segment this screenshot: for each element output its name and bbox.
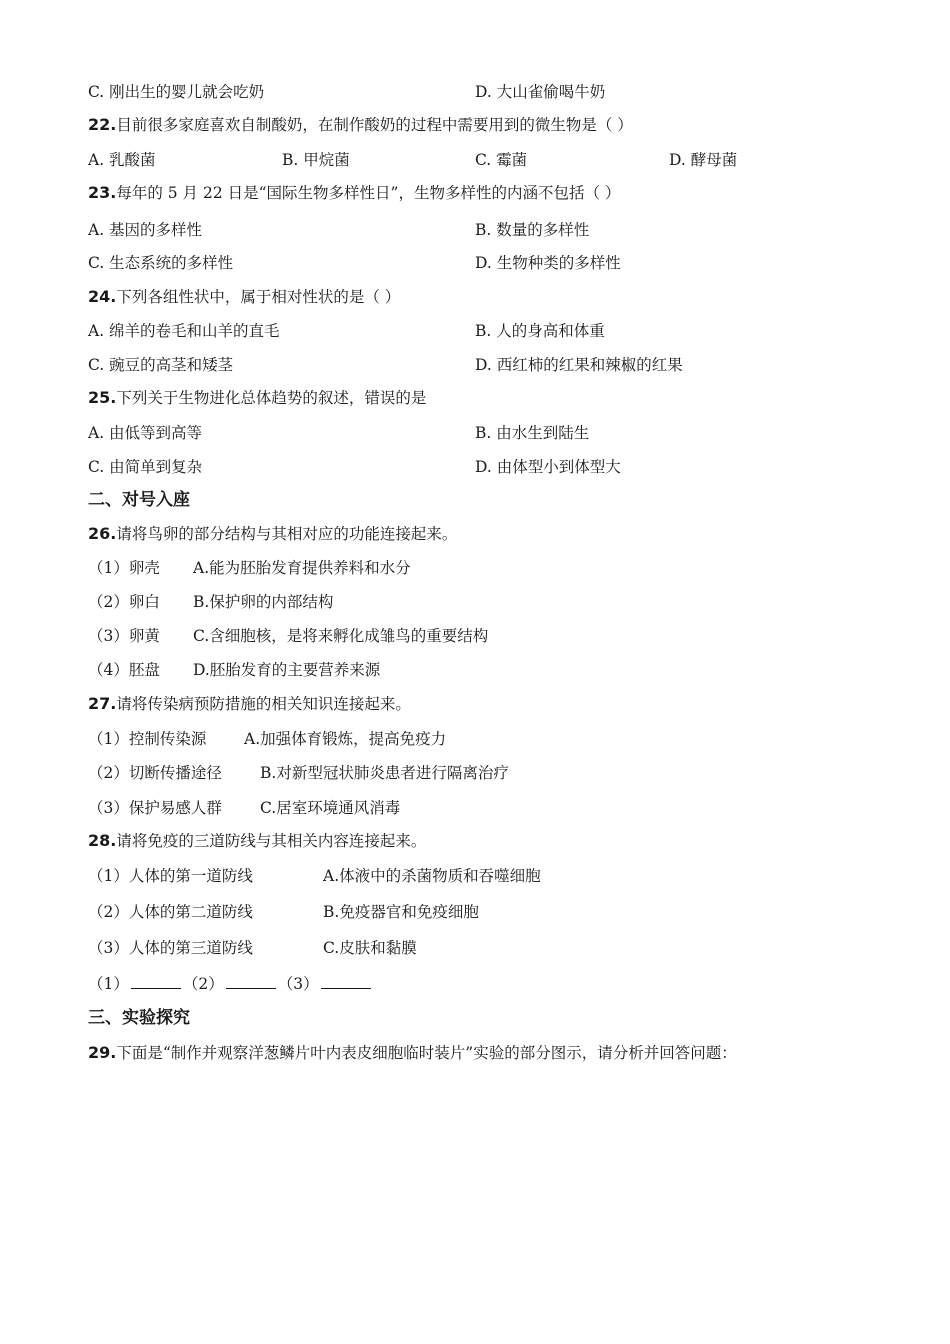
q24-option-c: C. 豌豆的高茎和矮茎 [88,356,234,374]
q25-option-d: D. 由体型小到体型大 [475,458,621,476]
question-26 [88,524,457,544]
question-25 [88,388,426,408]
q22-option-b: B. 甲烷菌 [282,151,350,169]
q23-option-d: D. 生物种类的多样性 [475,254,621,272]
q24-option-a: A. 绵羊的卷毛和山羊的直毛 [88,322,280,340]
answer-label-1: （1） [88,975,129,993]
question-number: 24. [88,287,117,306]
section-heading-3: 三、实验探究 [88,1008,190,1028]
question-text: 目前很多家庭喜欢自制酸奶，在制作酸奶的过程中需要用到的微生物是（ ） [116,116,633,134]
question-text: 请将传染病预防措施的相关知识连接起来。 [116,695,411,713]
q28-right-c: C.皮肤和黏膜 [323,939,417,957]
section-heading-2: 二、对号入座 [88,490,190,510]
q28-left-1: （1）人体的第一道防线 [88,867,253,885]
q25-option-a: A. 由低等到高等 [88,424,203,442]
question-number: 22. [88,115,117,134]
q21-option-d: D. 大山雀偷喝牛奶 [475,83,606,101]
q27-left-2: （2）切断传播途径 [88,764,222,782]
q26-left-1: （1）卵壳 [88,559,160,577]
question-number: 29. [88,1043,117,1062]
q23-option-c: C. 生态系统的多样性 [88,254,234,272]
question-text: 请将鸟卵的部分结构与其相对应的功能连接起来。 [116,525,458,543]
q24-option-d: D. 西红柿的红果和辣椒的红果 [475,356,683,374]
q26-left-4: （4）胚盘 [88,661,160,679]
q26-right-b: B.保护卵的内部结构 [193,593,334,611]
q22-option-c: C. 霉菌 [475,151,528,169]
question-number: 25. [88,388,117,407]
q23-option-a: A. 基因的多样性 [88,221,203,239]
q26-right-c: C.含细胞核，是将来孵化成雏鸟的重要结构 [193,627,489,645]
question-text: 下列各组性状中，属于相对性状的是（ ） [116,288,401,306]
answer-blank-3[interactable] [321,974,371,989]
q26-left-2: （2）卵白 [88,593,160,611]
question-number: 28. [88,831,117,850]
question-28 [88,831,426,851]
q22-option-d: D. 酵母菌 [669,151,738,169]
question-number: 27. [88,694,117,713]
q24-option-b: B. 人的身高和体重 [475,322,605,340]
answer-label-2: （2） [182,975,224,993]
q25-option-c: C. 由简单到复杂 [88,458,203,476]
q27-right-c: C.居室环境通风消毒 [260,799,401,817]
question-text: 请将免疫的三道防线与其相关内容连接起来。 [116,832,427,850]
question-number: 26. [88,524,117,543]
question-text: 每年的 5 月 22 日是“国际生物多样性日”，生物多样性的内涵不包括（ ） [116,184,621,202]
q27-left-1: （1）控制传染源 [88,730,207,748]
q23-option-b: B. 数量的多样性 [475,221,590,239]
question-number: 23. [88,183,117,202]
question-22 [88,115,633,135]
question-23 [88,183,620,203]
q28-right-b: B.免疫器官和免疫细胞 [323,903,479,921]
q26-right-d: D.胚胎发育的主要营养来源 [193,661,381,679]
q28-left-3: （3）人体的第三道防线 [88,939,253,957]
q27-right-b: B.对新型冠状肺炎患者进行隔离治疗 [260,764,509,782]
question-text: 下列关于生物进化总体趋势的叙述，错误的是 [116,389,427,407]
answer-blank-1[interactable] [131,974,181,989]
q21-option-c: C. 刚出生的婴儿就会吃奶 [88,83,265,101]
answer-blank-2[interactable] [226,974,276,989]
question-24 [88,287,400,307]
q22-option-a: A. 乳酸菌 [88,151,156,169]
question-27 [88,694,411,714]
q26-left-3: （3）卵黄 [88,627,160,645]
q28-left-2: （2）人体的第二道防线 [88,903,253,921]
q27-left-3: （3）保护易感人群 [88,799,222,817]
answer-label-3: （3） [277,975,319,993]
question-text: 下面是“制作并观察洋葱鳞片叶内表皮细胞临时装片”实验的部分图示，请分析并回答问题： [116,1044,737,1062]
q26-right-a: A.能为胚胎发育提供养料和水分 [193,559,411,577]
q28-answer-line [88,974,373,994]
q25-option-b: B. 由水生到陆生 [475,424,590,442]
question-29 [88,1043,737,1063]
q28-right-a: A.体液中的杀菌物质和吞噬细胞 [323,867,541,885]
q27-right-a: A.加强体育锻炼，提高免疫力 [244,730,447,748]
